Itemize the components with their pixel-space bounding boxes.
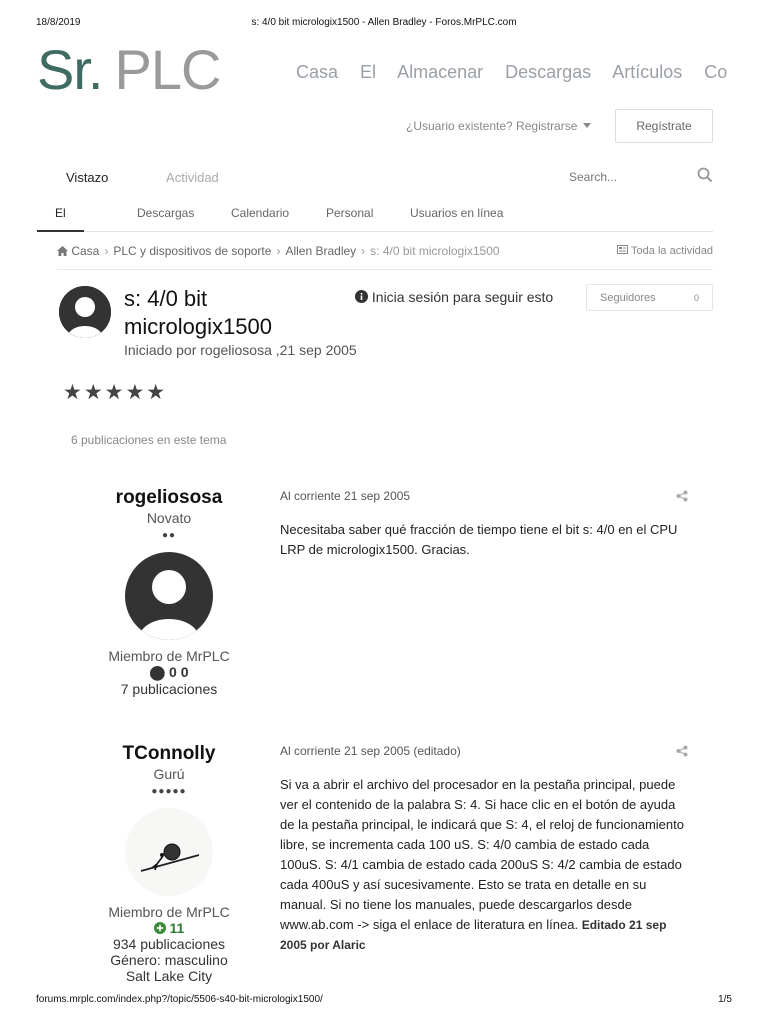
author-post-count: 934 publicaciones (112, 936, 226, 952)
breadcrumb-home[interactable]: Casa (71, 244, 100, 258)
author-group: Miembro de MrPLC (108, 648, 230, 664)
breadcrumb-category[interactable]: PLC y dispositivos de soporte (113, 244, 272, 258)
breadcrumb-current: s: 4/0 bit micrologix1500 (370, 244, 500, 258)
print-footer (36, 994, 732, 1006)
author-gender: Género: masculino (110, 952, 228, 968)
subtab-personal[interactable]: Personal (326, 206, 374, 220)
nav-descargas[interactable]: Descargas (505, 62, 592, 82)
post-body: Necesitaba saber qué fracción de tiempo tiene el bit s: 4/0 en el CPU LRP de micrologix1500. Gracias. (280, 522, 678, 557)
author-rank: Gurú (153, 766, 185, 782)
nav-more[interactable]: Co (704, 62, 728, 82)
author-reputation (64, 920, 274, 936)
author-location: Salt Lake City (125, 968, 213, 984)
reputation-value: 11 (169, 920, 185, 936)
topic-author-avatar[interactable] (59, 286, 111, 338)
logo-part-1: Sr. (37, 38, 103, 101)
nav-almacenar[interactable]: Almacenar (397, 62, 484, 82)
edited-note: Editado 21 sep 2005 por Alaric (280, 918, 667, 952)
print-header (36, 17, 732, 29)
print-date: 18/8/2019 (36, 17, 81, 28)
search-input[interactable] (569, 170, 689, 184)
print-url: forums.mrplc.com/index.php?/topic/5506-s40-bit-micrologix1500/ (36, 994, 323, 1005)
subtab-calendario[interactable]: Calendario (231, 206, 290, 220)
topic-started-by: Iniciado por rogeliososa ,21 sep 2005 (124, 342, 357, 358)
post-date: Al corriente 21 sep 2005 (280, 489, 411, 503)
chevron-right-icon: › (276, 244, 281, 258)
followers-button[interactable] (586, 284, 713, 311)
tab-activity[interactable]: Actividad (166, 170, 219, 185)
search-icon[interactable] (697, 167, 713, 183)
author-avatar[interactable] (125, 552, 213, 640)
site-logo[interactable] (37, 40, 220, 100)
search-box (569, 168, 715, 188)
subtab-usuarios-en-linea[interactable]: Usuarios en línea (410, 206, 504, 220)
breadcrumb-forum[interactable]: Allen Bradley (285, 244, 357, 258)
share-icon[interactable] (676, 490, 688, 502)
subtab-descargas[interactable]: Descargas (137, 206, 195, 220)
default-user-icon (59, 286, 111, 338)
logo-part-2: PLC (114, 38, 221, 101)
all-activity-link[interactable] (617, 245, 713, 257)
rank-pips: ●●●●● (151, 786, 187, 797)
home-icon (57, 246, 68, 256)
sign-in-link[interactable] (406, 119, 591, 133)
all-activity-label: Toda la actividad (631, 245, 713, 257)
author-reputation: ⬤ 0 0 (149, 664, 189, 680)
breadcrumb (57, 244, 500, 258)
sign-in-label: ¿Usuario existente? Registrarse (406, 119, 578, 133)
author-rank: Novato (146, 510, 192, 526)
author-avatar[interactable] (125, 808, 213, 896)
nav-el[interactable]: El (360, 62, 377, 82)
activity-icon (617, 245, 628, 254)
post-author-panel (64, 487, 274, 697)
info-icon (355, 290, 368, 303)
nav-articulos[interactable]: Artículos (612, 62, 683, 82)
author-name[interactable]: rogeliososa (115, 487, 223, 508)
post-date: Al corriente 21 sep 2005 (editado) (280, 744, 461, 758)
sisyphus-avatar-icon (125, 808, 213, 896)
post-count: 6 publicaciones en este tema (71, 433, 227, 447)
sub-tabs (37, 206, 713, 232)
share-icon[interactable] (676, 745, 688, 757)
author-post-count: 7 publicaciones (120, 681, 218, 697)
nav-casa[interactable]: Casa (296, 62, 339, 82)
author-name[interactable]: TConnolly (122, 743, 216, 764)
followers-label: Seguidores (600, 292, 656, 304)
followers-count: 0 (693, 293, 699, 303)
main-nav (296, 62, 732, 86)
chevron-right-icon: › (361, 244, 366, 258)
star-rating[interactable]: ★★★★★ (63, 381, 168, 404)
topic-title: s: 4/0 bit micrologix1500 (124, 286, 272, 339)
divider (57, 269, 713, 270)
rank-pips: ●● (161, 530, 177, 541)
caret-down-icon (583, 123, 591, 128)
post-text: Si va a abrir el archivo del procesador en la pestaña principal, puede ver el contenido de la palabra S: 4. Si hace clic en el botón de ayuda de la pestaña principal, le indicará que S: 4, el reloj de funcionamiento libre, se incrementa cada 100 uS. S: 4/0 cambia de estado cada 100uS. S: 4/1 cambia de estado cada 200uS S: 4/2 cambia de estado cada 400uS y así sucesivamente. Esto se trata en detalle en su manual. Si no tiene los manuales, puede descargarlos desde www.ab.com -> siga el enlace de literatura en línea. (280, 777, 684, 932)
follow-label: Inicia sesión para seguir esto (371, 289, 554, 305)
secondary-nav (66, 170, 219, 185)
chevron-right-icon: › (104, 244, 109, 258)
subtab-el[interactable]: El (37, 206, 84, 232)
post-author-panel (64, 743, 274, 984)
default-user-icon (125, 552, 213, 640)
follow-link[interactable] (355, 289, 553, 305)
author-group: Miembro de MrPLC (108, 904, 230, 920)
plus-circle-icon (154, 922, 166, 934)
register-button[interactable]: Regístrate (615, 109, 713, 143)
post-body (280, 775, 692, 955)
tab-browse[interactable]: Vistazo (66, 170, 109, 185)
print-page-number: 1/5 (718, 994, 732, 1005)
print-title: s: 4/0 bit micrologix1500 - Allen Bradley - Foros.MrPLC.com (251, 17, 517, 28)
